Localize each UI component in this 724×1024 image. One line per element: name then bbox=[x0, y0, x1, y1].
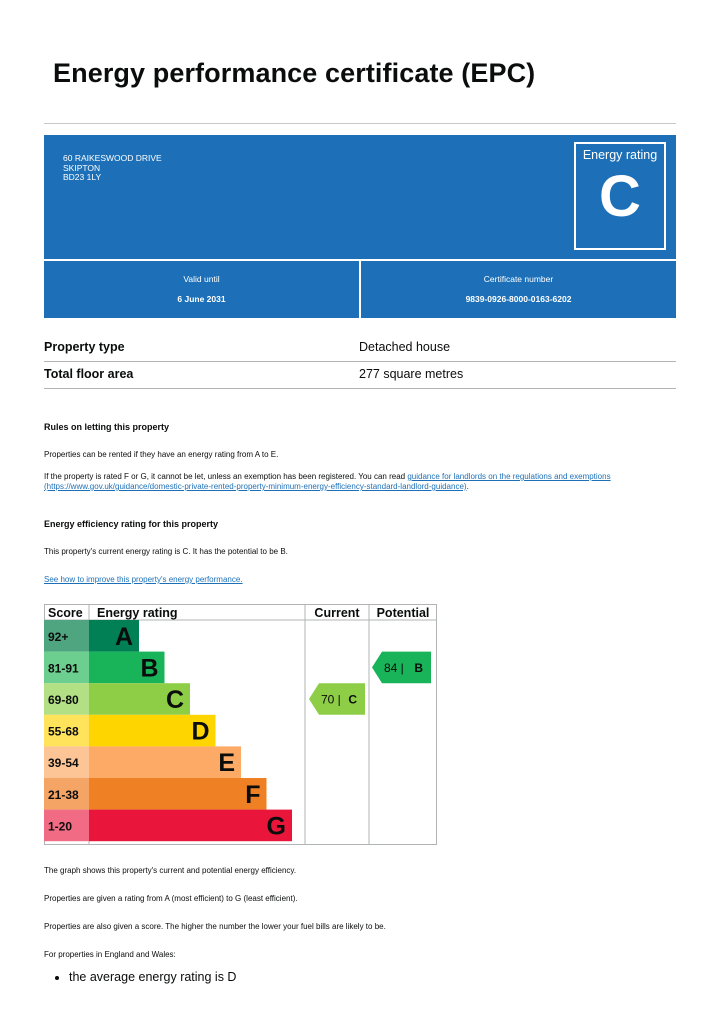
average-rating-list bbox=[50, 970, 236, 984]
letting-exemptions-text bbox=[44, 472, 644, 492]
letting-rules-text: Properties can be rented if they have an energy rating from A to E. bbox=[44, 450, 279, 459]
current-rating-letter: C bbox=[348, 692, 357, 707]
energy-rating-chart bbox=[44, 604, 438, 846]
potential-rating-letter: B bbox=[414, 660, 423, 675]
band-letter: C bbox=[165, 686, 184, 714]
band-letter: E bbox=[218, 749, 235, 778]
band-bar-g bbox=[89, 810, 292, 842]
summary-value: 277 square metres bbox=[359, 367, 464, 381]
summary-row-floor-area bbox=[44, 362, 676, 389]
certificate-number-value: 9839-0926-8000-0163-6202 bbox=[465, 294, 572, 304]
improve-performance-link[interactable]: See how to improve this property's energy performance. bbox=[44, 575, 243, 584]
band-letter: D bbox=[191, 717, 210, 746]
band-bar-f bbox=[89, 778, 267, 810]
efficiency-heading: Energy efficiency rating for this property bbox=[44, 519, 219, 529]
note-graph: The graph shows this property's current and potential energy efficiency. bbox=[44, 866, 297, 875]
summary-key: Total floor area bbox=[44, 367, 134, 381]
rating-bands bbox=[44, 620, 292, 841]
note-scores: Properties are also given a score. The higher the number the lower your fuel bills are likely to be. bbox=[44, 922, 386, 931]
note-ratings: Properties are given a rating from A (most efficient) to G (least efficient). bbox=[44, 894, 298, 903]
address-line: BD23 1LY bbox=[63, 172, 102, 182]
valid-until-value: 6 June 2031 bbox=[177, 294, 226, 304]
letting-exemptions-end: . bbox=[466, 482, 469, 491]
band-score-label: 81-91 bbox=[48, 661, 79, 676]
header-score: Score bbox=[48, 606, 83, 620]
header-potential: Potential bbox=[376, 606, 430, 620]
current-rating-score: 70 | bbox=[321, 692, 341, 707]
address-line: 60 RAIKESWOOD DRIVE bbox=[63, 153, 162, 163]
property-address bbox=[63, 154, 162, 183]
summary-value: Detached house bbox=[359, 340, 451, 354]
potential-rating-score: 84 | bbox=[384, 660, 404, 675]
band-score-label: 21-38 bbox=[48, 787, 79, 802]
note-england-wales: For properties in England and Wales: bbox=[44, 950, 176, 959]
band-score-label: 1-20 bbox=[48, 819, 73, 834]
improve-performance-paragraph bbox=[44, 575, 644, 585]
energy-rating-chart-svg bbox=[44, 604, 438, 846]
valid-until-label: Valid until bbox=[183, 274, 220, 284]
letting-exemptions-intro: If the property is rated F or G, it cannot be let, unless an exemption has been registered. You can read bbox=[44, 472, 408, 481]
certificate-number-label: Certificate number bbox=[483, 274, 554, 284]
energy-rating-label: Energy rating bbox=[582, 148, 658, 162]
efficiency-text: This property's current energy rating is C. It has the potential to be B. bbox=[44, 547, 288, 556]
band-letter: G bbox=[266, 812, 286, 841]
title-divider bbox=[44, 123, 676, 124]
certificate-header-panel bbox=[44, 135, 676, 318]
list-item: • the average energy rating is D bbox=[69, 970, 236, 984]
band-score-label: 39-54 bbox=[48, 756, 79, 771]
band-letter: A bbox=[114, 622, 133, 651]
header-current: Current bbox=[314, 606, 360, 620]
energy-rating-letter: C bbox=[599, 164, 641, 229]
valid-until-cell bbox=[44, 259, 359, 318]
band-letter: B bbox=[140, 654, 159, 683]
band-score-label: 69-80 bbox=[48, 693, 79, 707]
letting-rules-heading: Rules on letting this property bbox=[44, 422, 170, 432]
band-letter: F bbox=[245, 780, 261, 809]
header-energy-rating: Energy rating bbox=[97, 606, 178, 620]
landlord-guidance-link[interactable]: guidance for landlords on the regulations and exemptions (https://www.gov.uk/guidance/domestic-private-rented-property-minimum-energy-efficiency-standard-landlord-guidance) bbox=[44, 472, 611, 491]
page-title: Energy performance certificate (EPC) bbox=[53, 58, 536, 88]
energy-rating-box bbox=[574, 142, 666, 250]
rating-arrows bbox=[309, 652, 431, 715]
band-score-label: 55-68 bbox=[48, 724, 79, 739]
band-score-label: 92+ bbox=[48, 629, 69, 644]
summary-key: Property type bbox=[44, 340, 125, 354]
summary-row-property-type bbox=[44, 335, 676, 362]
certificate-number-cell bbox=[361, 259, 676, 318]
address-line: SKIPTON bbox=[63, 162, 101, 173]
